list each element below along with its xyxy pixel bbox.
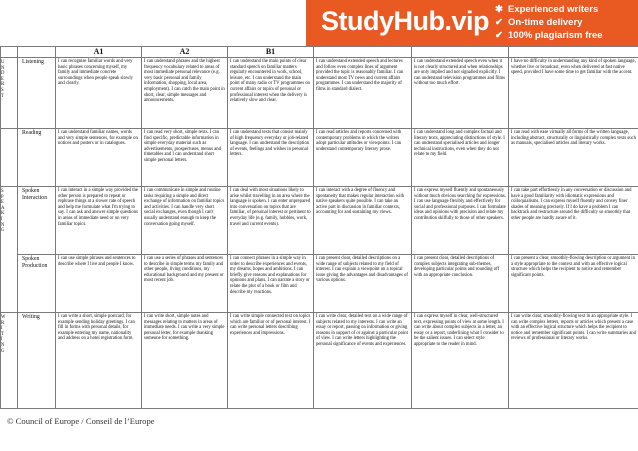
production-row bbox=[1, 255, 638, 313]
section-writing: W R I T I N G bbox=[1, 313, 18, 409]
descriptor-cell: I can understand long and complex factual and literary texts, appreciating distinctions of style. I can understand specialised articles and longer technical instructions, even when they do not relate to my field. bbox=[412, 129, 509, 187]
skill-label: Writing bbox=[18, 313, 56, 409]
descriptor-cell: I can write clear, detailed text on a wide range of subjects related to my interests. I can write an essay or report, passing on information or giving reasons in support of or against a particular point of view. I can write letters highlighting the personal significance of events and experiences. bbox=[314, 313, 412, 409]
level-header: B1 bbox=[228, 47, 314, 58]
level-header-row bbox=[1, 47, 638, 58]
descriptor-cell: I can deal with most situations likely to arise whilst travelling in an area where the language is spoken. I can enter unprepared into conversation on topics that are familiar, of personal interest or pertinent to everyday life (e.g. family, hobbies, work, travel and current events). bbox=[228, 187, 314, 255]
level-header: A2 bbox=[142, 47, 228, 58]
skill-label: Spoken Production bbox=[18, 255, 56, 313]
feature-list bbox=[494, 3, 603, 42]
descriptor-cell: I can present clear, detailed descriptions of complex subjects integrating sub-themes, developing particular points and rounding off with an appropriate conclusion. bbox=[412, 255, 509, 313]
interaction-row bbox=[1, 187, 638, 255]
descriptor-cell: I can express myself in clear, well-structured text, expressing points of view at some length. I can write about complex subjects in a letter, an essay or a report, underlining what I consider to be the salient issues. I can select style appropriate to the reader in mind. bbox=[412, 313, 509, 409]
descriptor-cell: I have no difficulty in understanding any kind of spoken language, whether live or broadcast, even when delivered at fast native speed, provided I have some time to get familiar with the accent. bbox=[509, 58, 638, 129]
listening-row bbox=[1, 58, 638, 129]
descriptor-cell: I can take part effortlessly in any conversation or discussion and have a good familiarity with idiomatic expressions and colloquialisms. I can express myself fluently and convey finer shades of meaning precisely. If I do have a problem I can backtrack and restructure around the difficulty so smoothly that other people are hardly aware of it. bbox=[509, 187, 638, 255]
level-header: A1 bbox=[56, 47, 142, 58]
descriptor-cell: I can present a clear, smoothly-flowing description or argument in a style appropriate to the context and with an effective logical structure which helps the recipient to notice and remember significant points. bbox=[509, 255, 638, 313]
descriptor-cell: I can interact in a simple way provided the other person is prepared to repeat or rephrase things at a slower rate of speech and help me formulate what I'm trying to say. I can ask and answer simple questions in areas of immediate need or on very familiar topics. bbox=[56, 187, 142, 255]
descriptor-cell: I can connect phrases in a simple way in order to describe experiences and events, my dreams, hopes and ambitions. I can briefly give reasons and explanations for opinions and plans. I can narrate a story or relate the plot of a book or film and describe my reactions. bbox=[228, 255, 314, 313]
descriptor-cell: I can understand extended speech even when it is not clearly structured and when relationships are only implied and not signalled explicitly. I can understand television programmes and films without too much effort. bbox=[412, 58, 509, 129]
descriptor-cell: I can write clear, smoothly-flowing text in an appropriate style. I can write complex letters, reports or articles which present a case with an effective logical structure which helps the recipient to notice and remember significant points. I can write summaries and reviews of professional or literary works. bbox=[509, 313, 638, 409]
descriptor-cell: I can use simple phrases and sentences to describe where I live and people I know. bbox=[56, 255, 142, 313]
check-icon: ✔ bbox=[495, 17, 503, 28]
section-understanding: U N D E R S T bbox=[1, 58, 18, 129]
descriptor-cell: I can understand extended speech and lectures and follow even complex lines of argument provided the topic is reasonably familiar. I can understand most TV news and current affairs programmes. I can understand the majority of films in standard dialect. bbox=[314, 58, 412, 129]
section-speaking: S P E A K I N G bbox=[1, 187, 18, 313]
skill-label: Reading bbox=[18, 129, 56, 187]
writing-row bbox=[1, 313, 638, 409]
level-header bbox=[412, 47, 509, 58]
descriptor-cell: I can read with ease virtually all forms of the written language, including abstract, structurally or linguistically complex texts such as manuals, specialised articles and literary works. bbox=[509, 129, 638, 187]
descriptor-cell: I can interact with a degree of fluency and spontaneity that makes regular interaction with native speakers quite possible. I can take an active part in discussion in familiar contexts, accounting for and sustaining my views. bbox=[314, 187, 412, 255]
descriptor-cell: I can recognise familiar words and very basic phrases concerning myself, my family and immediate concrete surroundings when people speak slowly and clearly. bbox=[56, 58, 142, 129]
feature-item: ✔ On-time delivery bbox=[495, 17, 583, 28]
descriptor-cell: I can write a short, simple postcard, for example sending holiday greetings. I can fill in forms with personal details, for example entering my name, nationality and address on a hotel registration form. bbox=[56, 313, 142, 409]
reading-row bbox=[1, 129, 638, 187]
level-header bbox=[314, 47, 412, 58]
cefr-grid bbox=[0, 46, 638, 409]
feature-item: ✔ 100% plagiarism free bbox=[495, 30, 603, 41]
descriptor-cell: I can read articles and reports concerned with contemporary problems in which the writers adopt particular attitudes or viewpoints. I can understand contemporary literary prose. bbox=[314, 129, 412, 187]
feature-item: ✱ Experienced writers bbox=[495, 4, 599, 15]
skill-label: Listening bbox=[18, 58, 56, 129]
copyright-footer: © Council of Europe / Conseil de l’Europe bbox=[7, 416, 155, 426]
site-logo[interactable]: StudyHub.vip bbox=[321, 6, 489, 36]
descriptor-cell: I can present clear, detailed descriptions on a wide range of subjects related to my field of interest. I can explain a viewpoint on a topical issue giving the advantages and disadvantages of various options. bbox=[314, 255, 412, 313]
descriptor-cell: I can read very short, simple texts. I can find specific, predictable information in simple everyday material such as advertisements, prospectuses, menus and timetables and I can understand short simple personal letters. bbox=[142, 129, 228, 187]
descriptor-cell: I can write simple connected text on topics which are familiar or of personal interest. I can write personal letters describing experiences and impressions. bbox=[228, 313, 314, 409]
descriptor-cell: I can communicate in simple and routine tasks requiring a simple and direct exchange of information on familiar topics and activities. I can handle very short social exchanges, even though I can't usually understand enough to keep the conversation going myself. bbox=[142, 187, 228, 255]
descriptor-cell: I can write short, simple notes and messages relating to matters in areas of immediate needs. I can write a very simple personal letter, for example thanking someone for something. bbox=[142, 313, 228, 409]
star-icon: ✱ bbox=[495, 4, 503, 15]
descriptor-cell: I can understand the main points of clear standard speech on familiar matters regularly encountered in work, school, leisure, etc. I can understand the main point of many radio or TV programmes on current affairs or topics of personal or professional interest when the delivery is relatively slow and clear. bbox=[228, 58, 314, 129]
check-icon: ✔ bbox=[495, 30, 503, 41]
skill-label: Spoken Interaction bbox=[18, 187, 56, 255]
level-header bbox=[509, 47, 638, 58]
descriptor-cell: I can understand texts that consist mainly of high frequency everyday or job-related language. I can understand the description of events, feelings and wishes in personal letters. bbox=[228, 129, 314, 187]
promo-banner[interactable] bbox=[306, 0, 638, 46]
descriptor-cell: I can understand phrases and the highest frequency vocabulary related to areas of most immediate personal relevance (e.g. very basic personal and family information, shopping, local area, employment). I can catch the main point in short, clear, simple messages and announcements. bbox=[142, 58, 228, 129]
descriptor-cell: I can express myself fluently and spontaneously without much obvious searching for expressions. I can use language flexibly and effectively for social and professional purposes. I can formulate ideas and opinions with precision and relate my contribution skilfully to those of other speakers. bbox=[412, 187, 509, 255]
descriptor-cell: I can use a series of phrases and sentences to describe in simple terms my family and other people, living conditions, my educational background and my present or most recent job. bbox=[142, 255, 228, 313]
descriptor-cell: I can understand familiar names, words and very simple sentences, for example on notices and posters or in catalogues. bbox=[56, 129, 142, 187]
